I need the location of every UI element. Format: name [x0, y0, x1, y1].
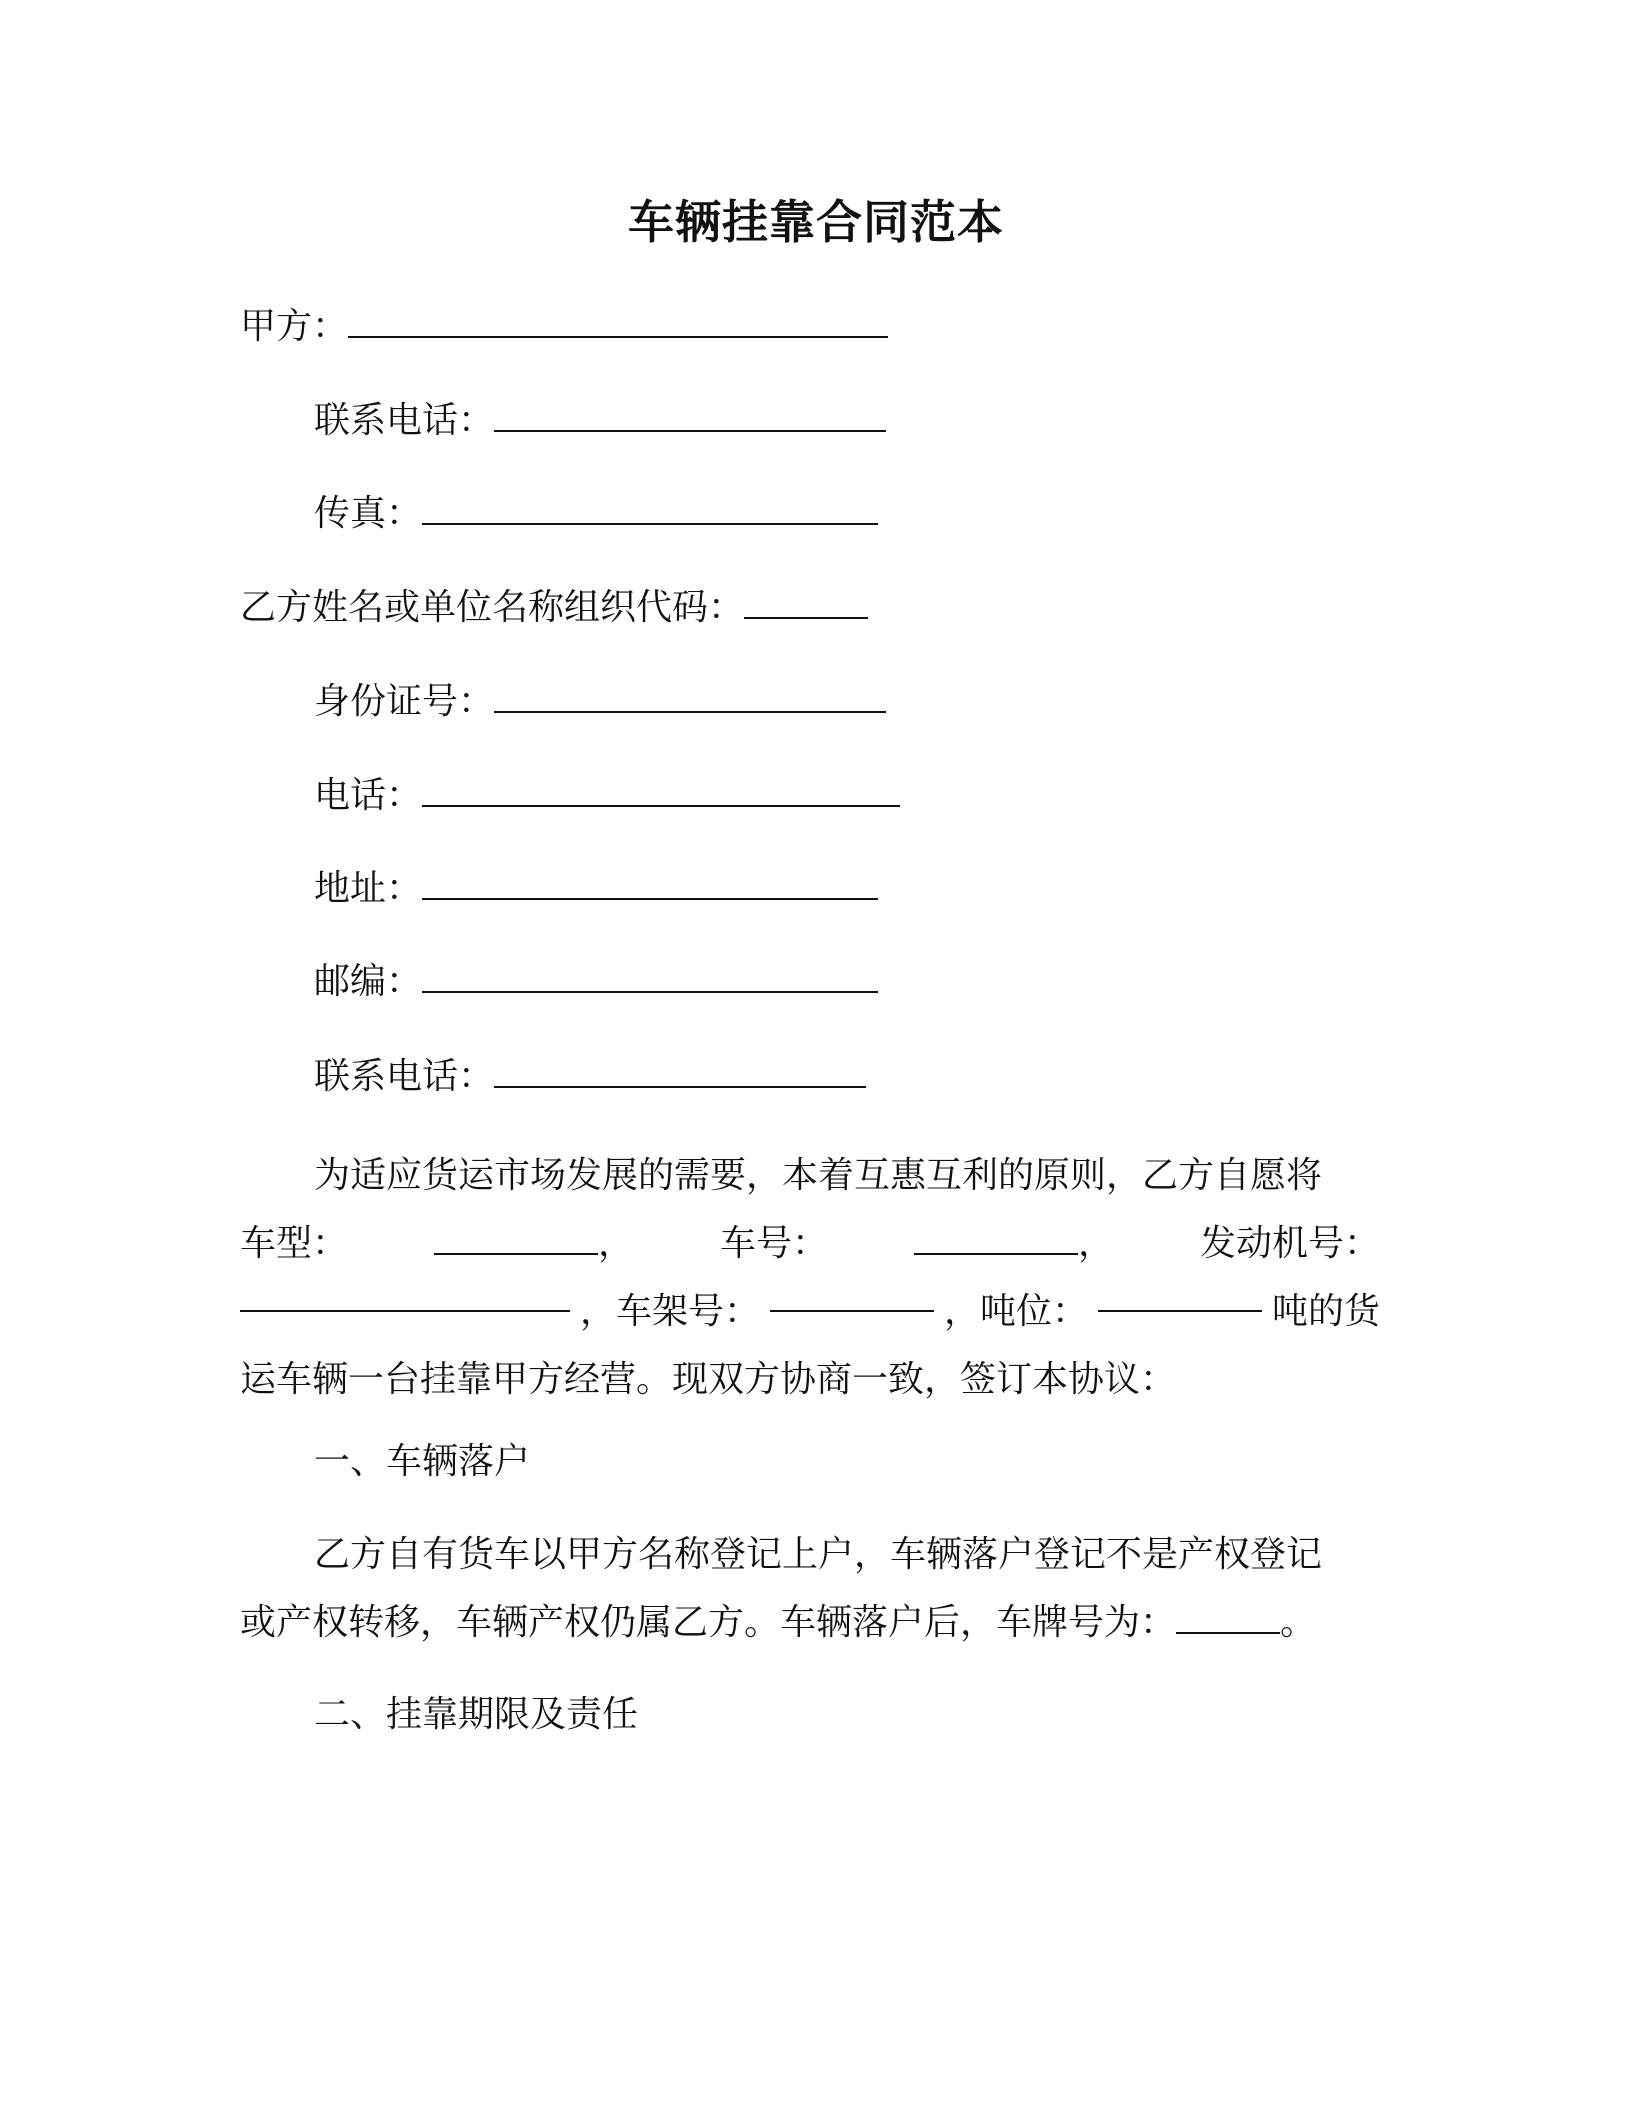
vehicle-type-group: ，	[434, 1210, 634, 1278]
party-b-id-blank	[494, 679, 886, 713]
plate-group: ，	[914, 1210, 1114, 1278]
plate-number-label: 或产权转移，车辆产权仍属乙方。车辆落户后，车牌号为：	[240, 1602, 1177, 1643]
party-a-contact-phone-field	[314, 396, 886, 446]
party-b-postcode-field	[314, 957, 878, 1007]
plate-label: 车号：	[719, 1223, 828, 1264]
party-b-contact-phone-label: 联系电话：	[314, 1056, 495, 1097]
party-b-postcode-blank	[422, 959, 878, 993]
section-1-line-2	[240, 1589, 1380, 1657]
party-a-fax-field	[314, 489, 878, 539]
tonnage-blank	[1098, 1278, 1262, 1312]
party-b-blank	[744, 585, 868, 619]
engine-blank	[240, 1278, 570, 1312]
party-a-fax-blank	[422, 491, 878, 525]
party-b-contact-phone-field	[314, 1052, 866, 1102]
party-a-field	[240, 302, 888, 352]
plate-number-blank	[1176, 1600, 1280, 1634]
party-a-contact-phone-blank	[494, 398, 886, 432]
party-b-label: 乙方姓名或单位名称组织代码：	[240, 587, 745, 628]
party-b-id-label: 身份证号：	[314, 681, 495, 722]
party-b-id-field	[314, 677, 886, 727]
party-b-address-label: 地址：	[314, 868, 423, 909]
vehicle-type-label: 车型：	[240, 1223, 349, 1264]
preamble-line-3	[240, 1278, 1380, 1346]
frame-label: ，车架号：	[579, 1291, 760, 1332]
section-2-heading: 二、挂靠期限及责任	[314, 1694, 639, 1735]
party-b-address-field	[314, 864, 878, 914]
party-a-contact-phone-label: 联系电话：	[314, 400, 495, 441]
document-title: 车辆挂靠合同范本	[628, 195, 1004, 249]
party-b-phone-field	[314, 771, 900, 821]
party-b-address-blank	[422, 866, 878, 900]
party-b-phone-blank	[422, 773, 900, 807]
preamble-paragraph	[240, 1142, 1380, 1414]
plate-blank	[914, 1221, 1078, 1255]
preamble-line-2	[240, 1210, 1380, 1278]
party-a-blank	[348, 304, 888, 338]
party-b-field	[240, 583, 868, 633]
engine-label: 发动机号：	[1199, 1223, 1380, 1264]
tonnage-label: ，吨位：	[943, 1291, 1088, 1332]
party-b-contact-phone-blank	[494, 1054, 866, 1088]
party-a-fax-label: 传真：	[314, 493, 423, 534]
vehicle-type-blank	[434, 1221, 598, 1255]
preamble-line-4: 运车辆一台挂靠甲方经营。现双方协商一致，签订本协议：	[240, 1359, 1177, 1400]
party-b-postcode-label: 邮编：	[314, 961, 423, 1002]
party-a-label: 甲方：	[240, 306, 349, 347]
section-1-line-2-end: 。	[1280, 1602, 1317, 1643]
party-b-phone-label: 电话：	[314, 775, 423, 816]
section-1-paragraph	[240, 1521, 1380, 1657]
section-1-line-1: 乙方自有货车以甲方名称登记上户，车辆落户登记不是产权登记	[314, 1534, 1323, 1575]
section-1-heading: 一、车辆落户	[314, 1441, 531, 1482]
frame-blank	[770, 1278, 934, 1312]
preamble-line-1: 为适应货运市场发展的需要，本着互惠互利的原则，乙方自愿将	[314, 1155, 1323, 1196]
tonnage-suffix: 吨的货	[1271, 1291, 1380, 1332]
